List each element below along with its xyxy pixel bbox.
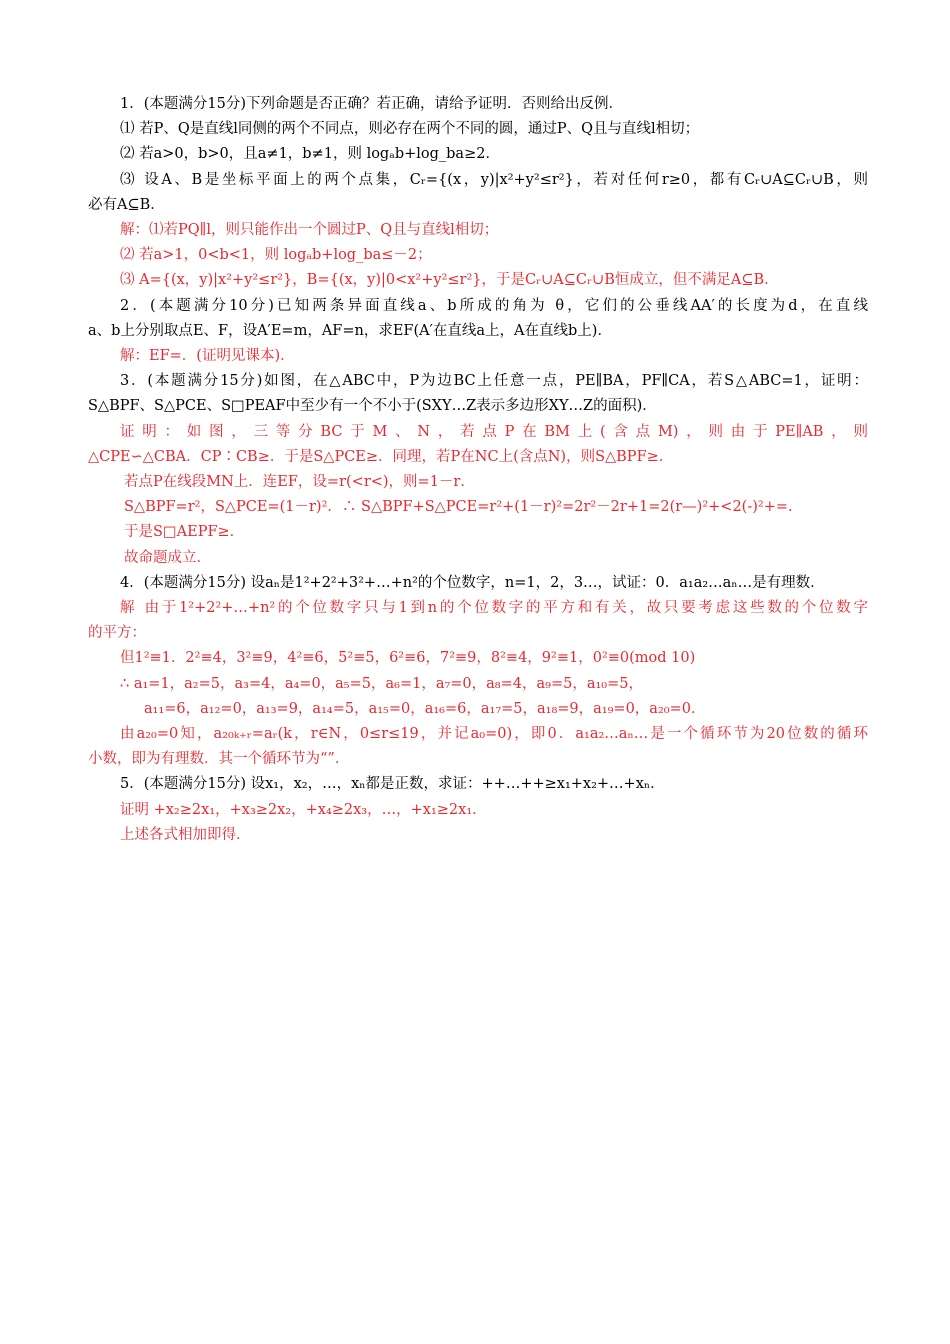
solution-line: 上述各式相加即得． [120,826,251,843]
solution-line: 但1²≡1．2²≡4，3²≡9，4²≡6，5²≡5，6²≡6，7²≡9，8²≡4，9²≡1，0²≡0(mod 10) [120,650,696,667]
solution-line: 若点P在线段MN上．连EF，设=r(<r<)，则=1－r． [124,474,475,491]
problem-line: 4．(本题满分15分) 设aₙ是1²+2²+3²+…+n²的个位数字，n=1，2，3…，试证：0．a₁a₂…aₙ…是有理数． [120,574,825,591]
solution-line: S△BPF=r²，S△PCE=(1－r)²．∴ S△BPF+S△PCE=r²+(1－r)²=2r²－2r+1=2(r—)²+<2(-)²+=. [124,499,793,516]
solution-line: 解：EF=．(证明见课本)． [120,348,295,365]
problem-line: 1．(本题满分15分)下列命题是否正确？若正确，请给予证明．否则给出反例． [120,96,623,112]
problem-line: 2．(本题满分10分)已知两条异面直线a、b所成的角为 θ，它们的公垂线AA′的长度为d，在直线 [120,297,868,314]
problem-line: 5．(本题满分15分) 设x₁，x₂，…，xₙ都是正数，求证：++…++≥x₁+x₂+…+xₙ． [120,776,665,793]
solution-line: 小数，即为有理数．其一个循环节为“”． [88,751,350,768]
solution-line: 故命题成立． [124,549,211,566]
problem-line: a、b上分别取点E、F，设A′E=m，AF=n，求EF(A′在直线a上，A在直线b上)． [88,322,612,339]
solution-line: a₁₁=6，a₁₂=0，a₁₃=9，a₁₄=5，a₁₅=0，a₁₆=6，a₁₇=5，a₁₈=9，a₁₉=0，a₂₀=0． [144,700,706,717]
solution-line: △CPE∽△CBA．CP∶CB≥．于是S△PCE≥．同理，若P在NC上(含点N)，则S△BPF≥． [88,448,674,465]
solution-line: ⑵ 若a>1，0<b<1，则 logₐb+log_ba≤－2； [120,247,432,264]
problem-line: ⑴ 若P、Q是直线l同侧的两个不同点，则必存在两个不同的圆，通过P、Q且与直线l相切； [120,121,700,138]
solution-line: 证明 +x₂≥2x₁，+x₃≥2x₂，+x₄≥2x₃，…，+x₁≥2x₁． [120,801,487,818]
problem-line: 必有A⊆B． [88,196,165,213]
solution-line: ∴ a₁=1，a₂=5，a₃=4，a₄=0，a₅=5，a₆=1，a₇=0，a₈=4，a₉=5，a₁₀=5， [120,675,643,692]
solution-line: 于是S□AEPF≥． [124,524,245,541]
solution-line: 解：⑴若PQ∥l，则只能作出一个圆过P、Q且与直线l相切； [120,222,499,239]
problem-line: 3．(本题满分15分)如图，在△ABC中，P为边BC上任意一点，PE∥BA，PF∥CA，若S△ABC=1，证明： [120,373,868,390]
problem-line: ⑵ 若a>0，b>0，且a≠1，b≠1，则 logₐb+log_ba≥2． [120,146,500,163]
problem-line: ⑶ 设A、B是坐标平面上的两个点集，Cᵣ={(x，y)|x²+y²≤r²}，若对任何r≥0，都有Cᵣ∪A⊆Cᵣ∪B，则 [120,171,868,188]
solution-line: 由a₂₀=0知，a₂₀ₖ₊ᵣ=aᵣ(k，r∈N，0≤r≤19，并记a₀=0)，即0．a₁a₂…aₙ…是一个循环节为20位数的循环 [120,726,868,743]
solution-line: 的平方： [88,625,146,642]
document-body [88,92,868,848]
problem-line: S△BPF、S△PCE、S□PEAF中至少有一个不小于(SXY…Z表示多边形XY…Z的面积)． [88,398,657,415]
solution-line: 解 由于1²+2²+…+n²的个位数字只与1到n的个位数字的平方和有关，故只要考虑这些数的个位数字 [120,600,868,617]
solution-line: 证明：如图，三等分BC于M、N，若点P在BM上(含点M)，则由于PE∥AB，则 [120,423,868,440]
solution-line: ⑶ A={(x，y)|x²+y²≤r²}，B={(x，y)|0<x²+y²≤r²}，于是Cᵣ∪A⊆Cᵣ∪B恒成立，但不满足A⊆B． [120,272,779,289]
